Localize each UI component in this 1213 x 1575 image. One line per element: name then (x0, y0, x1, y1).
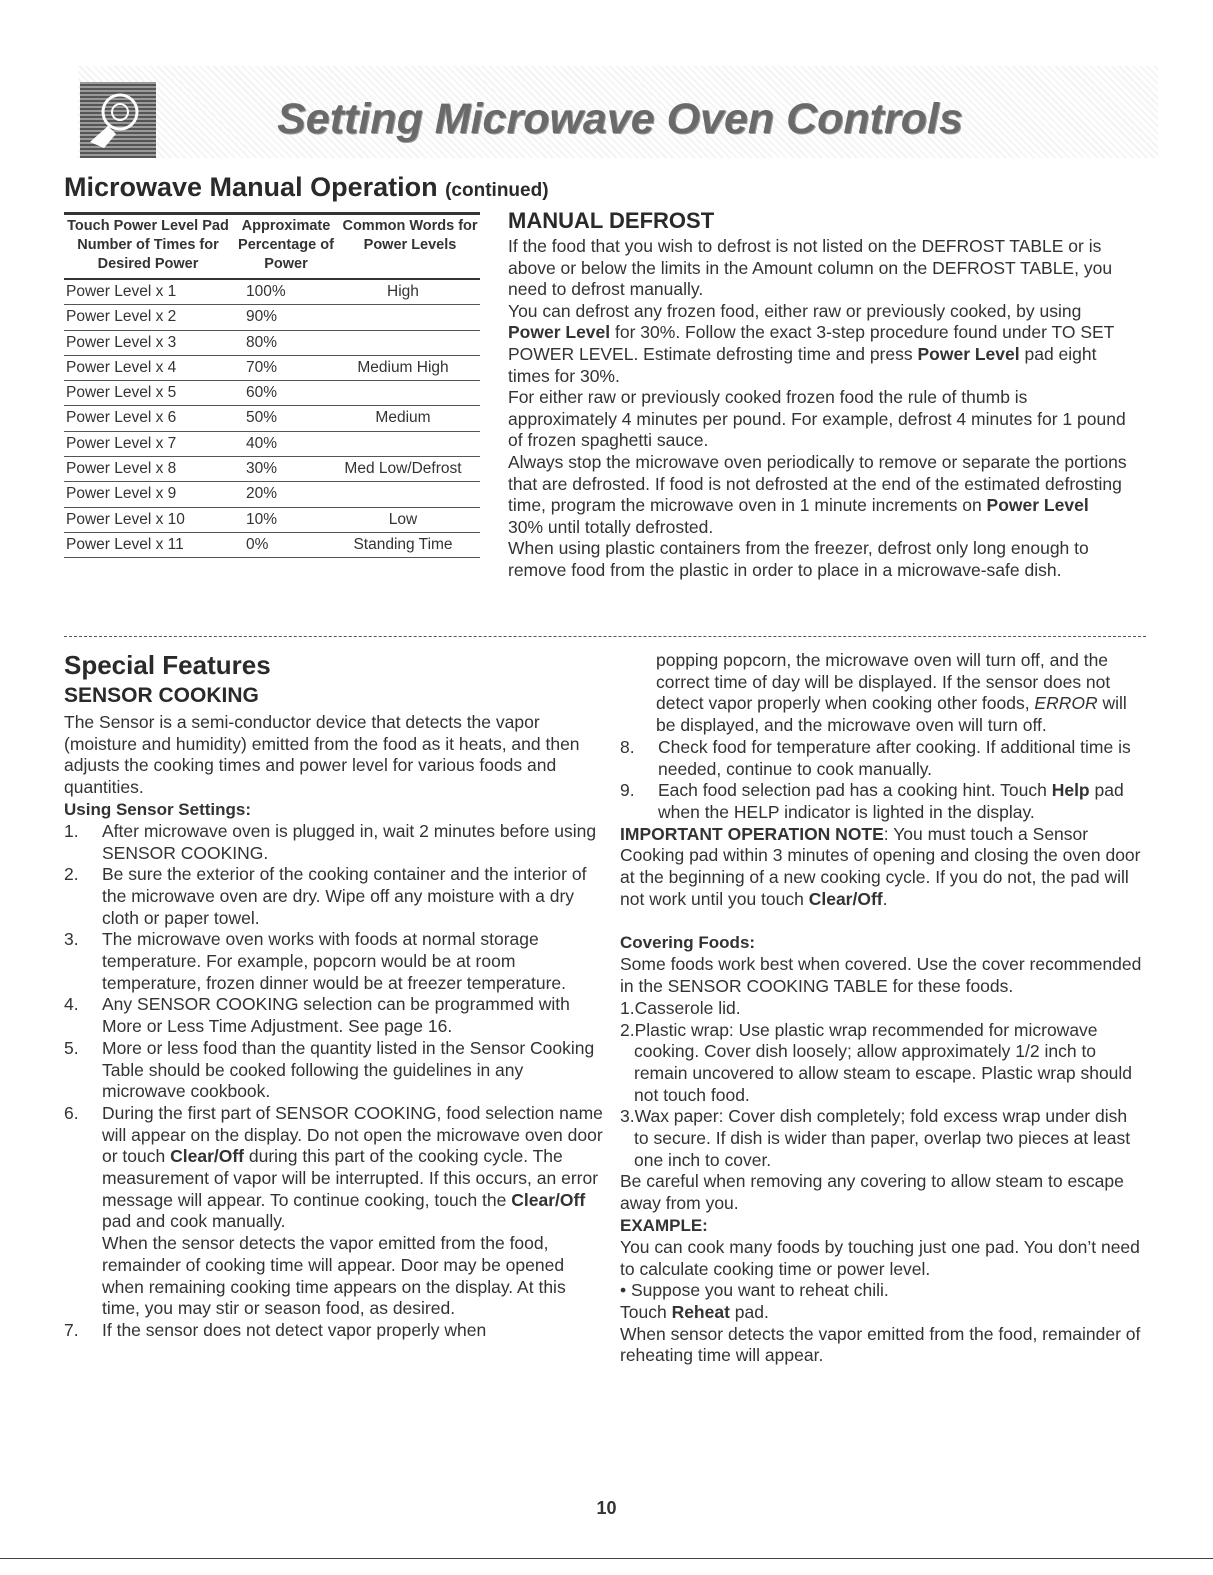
covering-item-2: 2.Plastic wrap: Use plastic wrap recommended for microwave cooking. Cover dish loosely; allow approximately 1/2 inch to remain uncovered to allow steam to escape. Plastic wrap should not touch food. (620, 1019, 1133, 1105)
bold-span: Power Level (917, 343, 1020, 364)
power-level-table (64, 212, 480, 558)
defrost-paragraph-5: When using plastic containers from the freezer, defrost only long enough to remove food from the plastic in order to place in a microwave-safe dish. (508, 538, 1089, 580)
table-row (64, 331, 480, 356)
example-title: EXAMPLE: (620, 1215, 708, 1235)
table-row (64, 356, 480, 381)
cell-pad: Power Level x 2 (66, 308, 177, 326)
step-number: 3. (64, 929, 79, 950)
microwave-controls-icon (80, 82, 156, 158)
covering-intro: Some foods work best when covered. Use the cover recommended in the SENSOR COOKING TABLE for these foods. (620, 954, 1142, 997)
cell-pad: Power Level x 10 (66, 510, 185, 528)
step-number: 9. (620, 780, 635, 801)
table-row (64, 482, 480, 507)
cell-pad: Power Level x 11 (66, 535, 184, 553)
defrost-paragraph-1: If the food that you wish to defrost is not listed on the DEFROST TABLE or is above or below the limits in the Amount column on the DEFROST TABLE, you need to defrost manually. (508, 236, 1113, 300)
text-span: pad eight times for 30%. (508, 343, 1097, 386)
page-number: 10 (596, 1498, 617, 1518)
list-item (64, 1103, 604, 1320)
defrost-paragraph-4 (508, 452, 1128, 538)
cell-word (326, 331, 480, 355)
cell-pad: Power Level x 7 (66, 434, 177, 452)
step-text: Any SENSOR COOKING selection can be programmed with More or Less Time Adjustment. See page 16. (102, 994, 570, 1037)
table-row (64, 508, 480, 533)
header-pad-times: Touch Power Level Pad Number of Times for Desired Power (67, 218, 229, 272)
cell-pad: Power Level x 3 (66, 333, 177, 351)
text-span: Touch (620, 1301, 672, 1322)
cell-pct: 50% (246, 409, 278, 427)
step-text: After microwave oven is plugged in, wait 2 minutes before using SENSOR COOKING. (102, 820, 597, 863)
covering-item-3: 3.Wax paper: Cover dish completely; fold excess wrap under dish to secure. If dish is wider than paper, overlap two pieces at least one inch to cover. (620, 1106, 1131, 1170)
section-title-suffix: (continued) (445, 180, 549, 201)
important-label: IMPORTANT OPERATION NOTE (620, 823, 884, 844)
step-text: During the first part of SENSOR COOKING, food selection name will appear on the display. Do not open the microwave oven door or touch (102, 1102, 603, 1167)
cell-pad: Power Level x 1 (66, 283, 177, 300)
cell-word: Standing Time (353, 535, 453, 553)
step-text: More or less food than the quantity listed in the Sensor Cooking Table should be cooked following the guidelines in any microwave cookbook. (102, 1037, 595, 1102)
list-item (64, 864, 604, 929)
step-text: during this part of the cooking cycle. The measurement of vapor will be interrupted. If this occurs, an error message will appear. To continue cooking, touch the (102, 1146, 599, 1210)
bold-span: Clear/Off (170, 1146, 245, 1167)
list-item (620, 737, 1145, 780)
step-text: The microwave oven works with foods at normal storage temperature. For example, popcorn would be at room temperature, frozen dinner would be at freezer temperature. (102, 929, 566, 993)
list-item (64, 1038, 604, 1103)
example-paragraph-2: When sensor detects the vapor emitted from the food, remainder of reheating time will appear. (620, 1323, 1141, 1366)
section-title (64, 172, 549, 203)
sensor-intro: The Sensor is a semi-conductor device that detects the vapor (moisture and humidity) emitted from the food as it heats, and then adjusts the cooking times and power level for various foods and quantities. (64, 712, 580, 798)
section-divider (64, 636, 1146, 637)
hand-dial-icon (80, 82, 156, 158)
error-text: ERROR (1034, 693, 1098, 714)
step-text: will be displayed, and the microwave oven will turn off. (656, 693, 1127, 736)
list-item (620, 780, 1145, 823)
list-item (64, 1320, 604, 1342)
step-text: pad when the HELP indicator is lighted in the display. (658, 780, 1124, 822)
cell-pct: 10% (246, 510, 278, 528)
example-touch (620, 1302, 1145, 1324)
section-title-text: Microwave Manual Operation (64, 172, 438, 202)
cell-word: Medium (375, 409, 431, 427)
step-text: popping popcorn, the microwave oven will turn off, and the correct time of day will be displayed. If the sensor does not detect vapor properly when cooking other foods, (656, 650, 1111, 714)
cell-word (326, 432, 480, 456)
cell-word: Low (388, 510, 418, 528)
step-number: 2. (64, 864, 79, 885)
table-row (64, 432, 480, 457)
banner-title: Setting Microwave Oven Controls (277, 95, 963, 143)
cell-pct: 30% (246, 460, 278, 478)
cell-pad: Power Level x 5 (66, 384, 177, 402)
cell-pad: Power Level x 8 (66, 460, 177, 478)
sensor-steps-list-continued (620, 737, 1145, 824)
sensor-steps-list (64, 821, 604, 1342)
bold-span: Clear/Off (511, 1189, 586, 1210)
text-span: . (882, 888, 888, 909)
step-text: If the sensor does not detect vapor properly when (102, 1319, 487, 1340)
cell-pad: Power Level x 4 (66, 358, 177, 376)
text-span: for 30%. Follow the exact 3-step procedure found under TO SET POWER LEVEL. Estimate defrosting time and press (508, 322, 1115, 364)
bottom-rule (0, 1558, 1213, 1559)
table-row (64, 533, 480, 558)
example-paragraph-1: You can cook many foods by touching just one pad. You don’t need to calculate cooking time or power level. (620, 1236, 1140, 1279)
list-item (64, 994, 604, 1037)
cell-word (326, 305, 480, 329)
step-text: Check food for temperature after cooking. If additional time is needed, continue to cook manually. (658, 736, 1131, 779)
defrost-paragraph-2 (508, 301, 1128, 387)
cell-word: High (387, 283, 419, 300)
text-span: 30% until totally defrosted. (508, 516, 714, 537)
bold-span: Clear/Off (808, 888, 883, 909)
defrost-paragraph-3: For either raw or previously cooked frozen food the rule of thumb is approximately 4 minutes per pound. For example, defrost 4 minutes for 1 pound of frozen spaghetti sauce. (508, 387, 1126, 451)
important-operation-note (620, 824, 1145, 911)
covering-careful: Be careful when removing any covering to allow steam to escape away from you. (620, 1171, 1124, 1214)
text-span: pad. (729, 1301, 769, 1322)
step-7-continued (620, 650, 1145, 737)
covering-foods-title: Covering Foods: (620, 933, 756, 953)
text-span: You can defrost any frozen food, either raw or previously cooked, by using (508, 300, 1082, 321)
cell-pct: 40% (246, 434, 278, 452)
header-percentage: Approximate Percentage of Power (238, 218, 334, 272)
header-common-words: Common Words for Power Levels (342, 218, 478, 253)
step-text: Be sure the exterior of the cooking container and the interior of the microwave oven are dry. Wipe off any moisture with a dry cloth or paper towel. (102, 864, 587, 928)
bold-span: Help (1051, 780, 1090, 801)
special-features-title: Special Features (64, 650, 271, 680)
cell-pad: Power Level x 9 (66, 485, 177, 503)
step-number: 1. (64, 820, 79, 841)
step-number: 4. (64, 994, 79, 1015)
cell-pct: 20% (246, 485, 278, 503)
cell-word: Medium High (357, 358, 449, 376)
cell-pct: 0% (246, 535, 269, 553)
step-text: Each food selection pad has a cooking hint. Touch (658, 780, 1052, 801)
step-text: When the sensor detects the vapor emitted from the food, remainder of cooking time will appear. Door may be opened when remaining cooking time appears on the display. At this time, you may stir or season food, as desired. (102, 1233, 566, 1319)
manual-defrost-section (508, 208, 1128, 582)
text-span: : You must touch a Sensor Cooking pad within 3 minutes of opening and closing the oven door at the beginning of a new cooking cycle. If you do not, the pad will not work until you touch (620, 823, 1141, 909)
manual-defrost-title: MANUAL DEFROST (508, 208, 715, 233)
cell-pct: 60% (246, 384, 278, 402)
text-span: Always stop the microwave oven periodically to remove or separate the portions that are defrosted. If food is not defrosted at the end of the estimated defrosting time, program the microwave oven in 1 minute increments on (508, 451, 1127, 516)
table-row (64, 381, 480, 406)
cell-pct: 100% (246, 283, 286, 300)
using-sensor-settings-title: Using Sensor Settings: (64, 799, 252, 819)
list-item (64, 821, 604, 864)
cell-word (326, 381, 480, 405)
cell-pct: 80% (246, 333, 278, 351)
table-row (64, 305, 480, 330)
special-features-left-column (64, 648, 604, 1342)
list-item (64, 929, 604, 994)
cell-word (326, 482, 480, 506)
step-number: 6. (64, 1102, 79, 1123)
covering-item-1: 1.Casserole lid. (620, 997, 741, 1018)
cell-pct: 70% (246, 358, 278, 376)
bold-span: Power Level (986, 495, 1089, 516)
cell-pct: 90% (246, 308, 278, 326)
cell-word: Med Low/Defrost (344, 460, 462, 478)
table-row (64, 280, 480, 305)
step-number: 8. (620, 736, 635, 757)
sensor-cooking-title: SENSOR COOKING (64, 684, 259, 707)
table-row (64, 457, 480, 482)
step-text: pad and cook manually. (102, 1211, 286, 1232)
bold-span: Power Level (508, 322, 611, 343)
cell-pad: Power Level x 6 (66, 409, 177, 427)
example-bullet: • Suppose you want to reheat chili. (620, 1280, 889, 1301)
step-number: 5. (64, 1037, 79, 1058)
table-header (64, 215, 480, 278)
step-number: 7. (64, 1319, 79, 1340)
bold-span: Reheat (671, 1301, 730, 1322)
table-row (64, 406, 480, 431)
special-features-right-column (620, 650, 1145, 1367)
